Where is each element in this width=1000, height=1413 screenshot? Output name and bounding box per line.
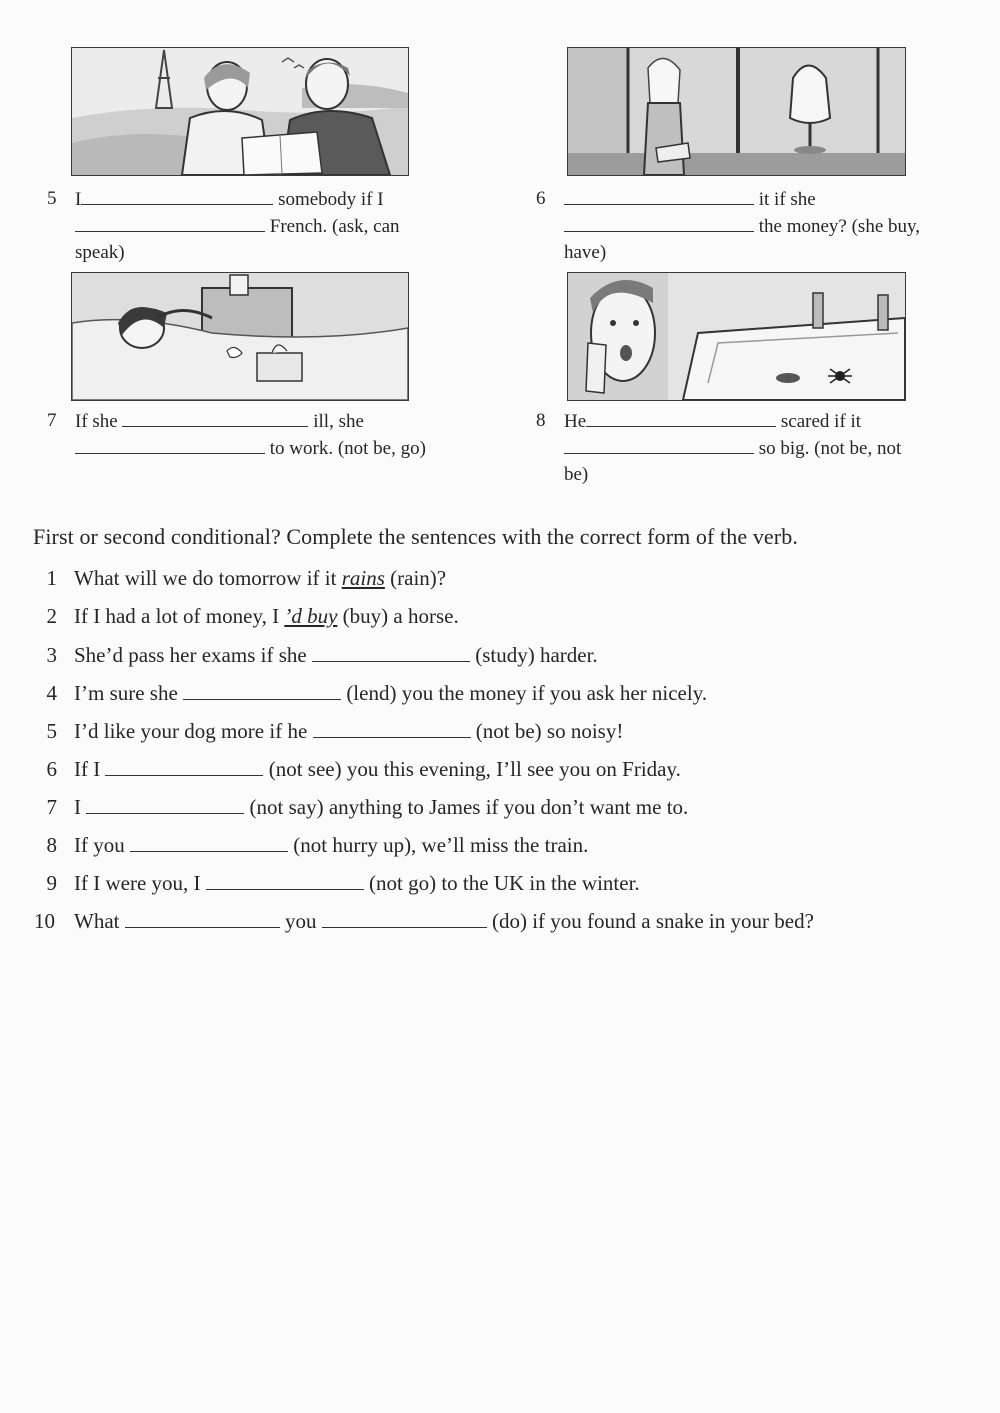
item-number: 7 xyxy=(47,410,57,431)
sentence-part: If I xyxy=(74,757,106,781)
exercise-number: 10 xyxy=(34,909,55,933)
item-number: 5 xyxy=(47,188,57,209)
answer-blank[interactable] xyxy=(75,435,265,454)
exercise-instruction: First or second conditional? Complete the sentences with the correct form of the verb. xyxy=(33,524,798,549)
caption-text: French. (ask, can xyxy=(269,216,400,237)
answer-blank[interactable] xyxy=(312,643,470,662)
sentence-part: If I were you, I xyxy=(74,871,206,895)
sentence-part: (not say) anything to James if you don’t want me to. xyxy=(244,795,689,819)
sentence-part: If I had a lot of money, I xyxy=(74,604,285,628)
exercise-text xyxy=(74,869,640,897)
illustration-tourists-map xyxy=(71,47,409,176)
sentence-part: I xyxy=(74,795,87,819)
exercise-text xyxy=(74,717,623,745)
answer-blank[interactable] xyxy=(564,186,754,205)
sentence-part: (not go) to the UK in the winter. xyxy=(363,871,640,895)
exercise-number: 1 xyxy=(46,566,57,590)
exercise-text xyxy=(74,679,707,707)
caption-text: I xyxy=(75,189,82,210)
answer-blank[interactable] xyxy=(122,408,308,427)
sentence-part: (not hurry up), we’ll miss the train. xyxy=(288,833,589,857)
answer-blank[interactable] xyxy=(81,186,273,205)
exercise-number: 2 xyxy=(46,604,57,628)
answer-blank[interactable] xyxy=(206,871,364,890)
exercise-text xyxy=(74,831,588,859)
exercise-number: 5 xyxy=(46,719,57,743)
caption-6 xyxy=(536,186,954,266)
exercise-number: 8 xyxy=(46,833,57,857)
answer-blank[interactable] xyxy=(105,757,263,776)
caption-7 xyxy=(47,408,465,462)
sentence-part: (lend) you the money if you ask her nicely. xyxy=(341,681,708,705)
caption-text: the money? (she buy, xyxy=(758,216,921,237)
item-number: 6 xyxy=(536,188,546,209)
answer-blank[interactable] xyxy=(313,719,471,738)
answer-blank[interactable] xyxy=(125,909,280,928)
caption-text: to work. (not be, go) xyxy=(269,438,426,459)
exercise-text xyxy=(74,793,688,821)
illustration-shop-window xyxy=(567,47,906,176)
exercise-number: 3 xyxy=(46,643,57,667)
caption-5 xyxy=(47,186,465,266)
exercise-text xyxy=(74,641,598,669)
sentence-part: (not be) so noisy! xyxy=(470,719,624,743)
exercise-text xyxy=(74,755,681,783)
example-answer: rains xyxy=(341,566,385,590)
answer-blank[interactable] xyxy=(75,213,265,232)
caption-text: scared if it xyxy=(780,411,862,432)
sentence-part: (buy) a horse. xyxy=(337,604,459,628)
answer-blank[interactable] xyxy=(564,435,754,454)
answer-blank[interactable] xyxy=(564,213,754,232)
exercise-number: 7 xyxy=(46,795,57,819)
sentence-part: What will we do tomorrow if it xyxy=(74,566,342,590)
caption-8 xyxy=(536,408,954,488)
caption-text: have) xyxy=(564,242,607,263)
caption-text: He xyxy=(564,411,587,432)
sentence-part: What xyxy=(74,909,125,933)
answer-blank[interactable] xyxy=(586,408,776,427)
answer-blank[interactable] xyxy=(322,909,487,928)
illustration-ill-in-bed xyxy=(71,272,409,401)
sentence-part: (study) harder. xyxy=(469,643,598,667)
caption-text: ill, she xyxy=(313,411,364,432)
sentence-part: She’d pass her exams if she xyxy=(74,643,312,667)
illustration-spider-bath xyxy=(567,272,906,401)
sentence-part: If you xyxy=(74,833,130,857)
caption-text: somebody if I xyxy=(278,189,384,210)
caption-text: If she xyxy=(75,411,118,432)
exercise-number: 9 xyxy=(46,871,57,895)
caption-text: so big. (not be, not xyxy=(758,438,902,459)
exercise-text xyxy=(74,602,459,630)
exercise-text xyxy=(74,564,446,592)
exercise-number: 6 xyxy=(46,757,57,781)
answer-blank[interactable] xyxy=(86,795,244,814)
caption-text: it if she xyxy=(758,189,816,210)
caption-text: be) xyxy=(564,464,589,485)
sentence-part: (do) if you found a snake in your bed? xyxy=(486,909,814,933)
exercise-text xyxy=(74,907,814,935)
answer-blank[interactable] xyxy=(130,833,288,852)
caption-text: speak) xyxy=(75,242,125,263)
answer-blank[interactable] xyxy=(183,681,341,700)
exercise-number: 4 xyxy=(46,681,57,705)
sentence-part: you xyxy=(279,909,322,933)
sentence-part: I’m sure she xyxy=(74,681,184,705)
sentence-part: (rain)? xyxy=(384,566,447,590)
sentence-part: I’d like your dog more if he xyxy=(74,719,313,743)
example-answer: ’d buy xyxy=(284,604,338,628)
sentence-part: (not see) you this evening, I’ll see you on Friday. xyxy=(263,757,681,781)
item-number: 8 xyxy=(536,410,546,431)
